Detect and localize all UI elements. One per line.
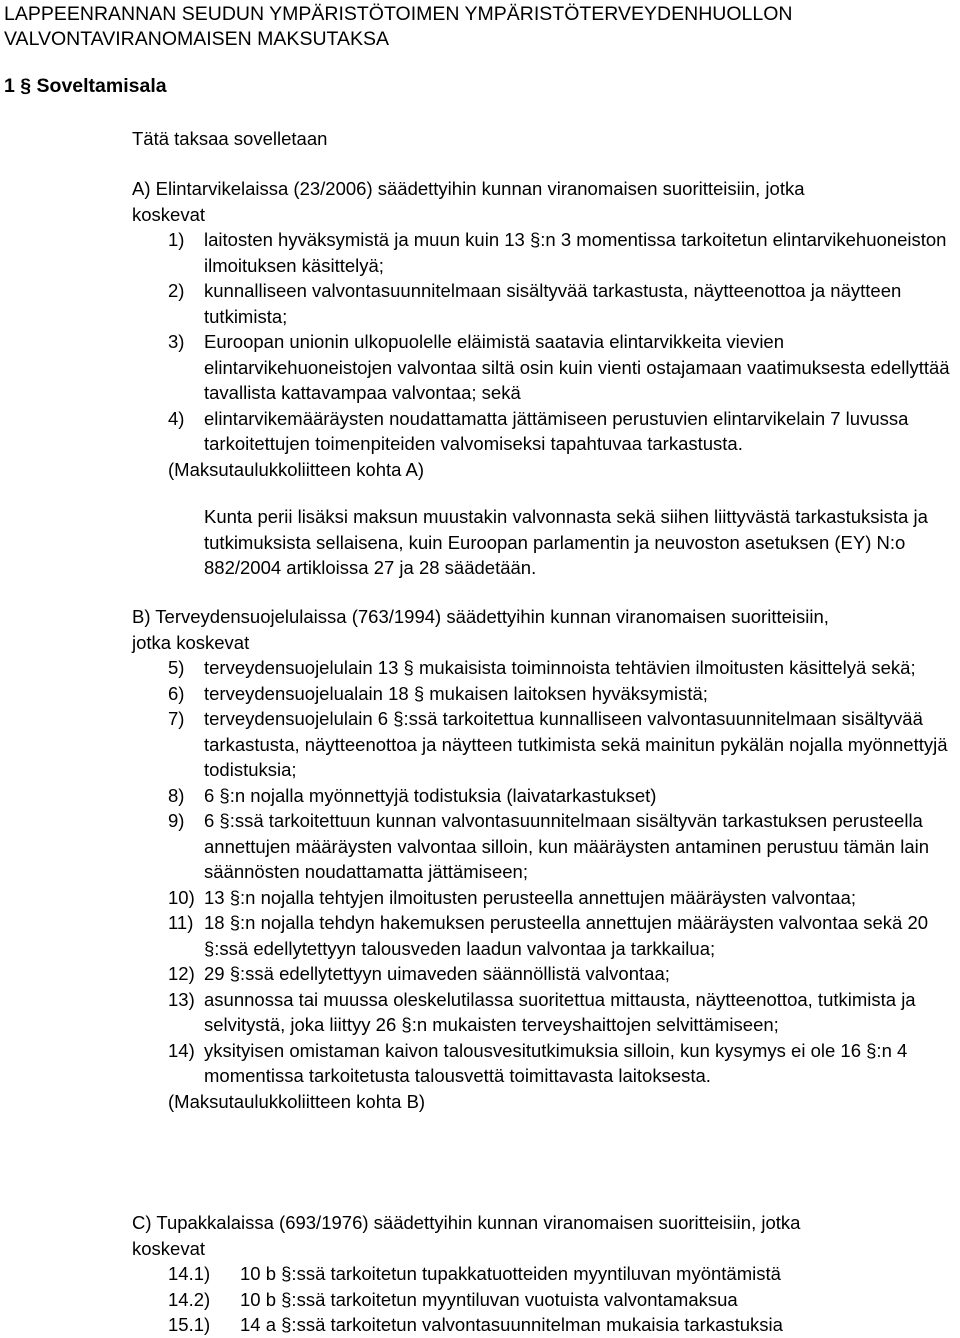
item-text: kunnalliseen valvontasuunnitelmaan sisältyvää tarkastusta, näytteenottoa ja näytteen tutkimista; [204, 280, 902, 327]
item-text: elintarvikemääräysten noudattamatta jättämiseen perustuvien elintarvikelain 7 luvussa tarkoitettujen toimenpiteiden valvomiseksi tapahtuvaa tarkastusta. [204, 407, 909, 454]
section-c-lead-1: C) Tupakkalaissa (693/1976) säädettyihin kunnan viranomaisen suoritteisiin, jotka [132, 1212, 801, 1233]
item-text: 18 §:n nojalla tehdyn hakemuksen perusteella annettujen määräysten valvontaa sekä 20 §:ssä edellytettyyn talousveden laadun valvontaa ja tarkkailua; [204, 912, 929, 959]
title-line-2: VALVONTAVIRANOMAISEN MAKSUTAKSA [4, 28, 390, 50]
list-item [0, 278, 960, 329]
list-item [0, 961, 960, 987]
section-a [132, 176, 960, 482]
item-text: 14 a §:ssä tarkoitetun valvontasuunnitelman mukaisia tarkastuksia [240, 1314, 783, 1335]
section-a-note: (Maksutaulukkoliitteen kohta A) [168, 458, 425, 480]
list-item [0, 681, 960, 707]
list-item [0, 1287, 960, 1313]
section-c [132, 1210, 960, 1338]
item-number: 2) [168, 280, 185, 301]
item-number: 8) [168, 784, 185, 806]
item-number: 7) [168, 708, 185, 729]
item-number: 14) [168, 1039, 195, 1061]
section-c-lead-2: koskevat [132, 1237, 206, 1259]
section-heading: 1 § Soveltamisala [4, 75, 167, 97]
item-text: terveydensuojelulain 6 §:ssä tarkoitettua kunnalliseen valvontasuunnitelmaan sisältyvää tarkastusta, näytteenottoa ja näytteen tutkimista sekä mainitun pykälän nojalla myönnettyjä todistuksia; [204, 708, 948, 780]
document-title [4, 2, 954, 52]
item-text: 13 §:n nojalla tehtyjen ilmoitusten perusteella annettujen määräysten valvontaa; [204, 886, 857, 908]
section-b-note: (Maksutaulukkoliitteen kohta B) [168, 1090, 426, 1112]
list-item [0, 1038, 960, 1089]
kunta-paragraph: Kunta perii lisäksi maksun muustakin valvonnasta sekä siihen liittyvästä tarkastuksista ja tutkimuksista sellaisena, kuin Euroopan parlamentin ja neuvoston asetuksen (EY) N:o 882/2004 artikloissa 27 ja 28 säädetään. [204, 506, 928, 578]
item-number: 10) [168, 886, 195, 908]
item-number: 6) [168, 682, 185, 704]
item-text: 10 b §:ssä tarkoitetun tupakkatuotteiden myyntiluvan myöntämistä [240, 1263, 781, 1284]
list-item [0, 227, 960, 278]
item-number: 5) [168, 657, 185, 678]
item-number: 14.2) [168, 1288, 211, 1310]
list-item [0, 406, 960, 457]
list-item [0, 910, 960, 961]
list-item [0, 885, 960, 911]
item-number: 3) [168, 331, 185, 352]
section-a-lead-1: A) Elintarvikelaissa (23/2006) säädettyihin kunnan viranomaisen suoritteisiin, jotka [132, 178, 805, 199]
item-text: yksityisen omistaman kaivon talousvesitutkimuksia silloin, kun kysymys ei ole 16 §:n 4 momentissa tarkoitetusta talousvettä toimittavasta laitoksesta. [204, 1039, 908, 1086]
item-text: 6 §:n nojalla myönnettyjä todistuksia (laivatarkastukset) [204, 784, 657, 806]
section-a-lead-2: koskevat [132, 203, 206, 225]
section-b-list [132, 655, 960, 1089]
list-item [0, 783, 960, 809]
section-b-lead-2: jotka koskevat [132, 631, 250, 653]
item-text: terveydensuojelulain 13 § mukaisista toiminnoista tehtävien ilmoitusten käsittelyä sekä; [204, 657, 916, 678]
item-text: terveydensuojelualain 18 § mukaisen laitoksen hyväksymistä; [204, 682, 708, 704]
list-item [0, 706, 960, 783]
item-number: 12) [168, 963, 195, 984]
item-text: 6 §:ssä tarkoitettuun kunnan valvontasuunnitelmaan sisältyvän tarkastuksen perusteella annettujen määräysten valvontaa silloin, kun määräysten antaminen perustuu tämän lain säännösten noudattamatta jättämiseen; [204, 810, 930, 882]
item-number: 11) [168, 912, 194, 933]
item-text: 10 b §:ssä tarkoitetun myyntiluvan vuotuista valvontamaksua [240, 1288, 738, 1310]
item-text: laitosten hyväksymistä ja muun kuin 13 §:n 3 momentissa tarkoitetun elintarvikehuoneiston ilmoituksen käsittelyä; [204, 229, 947, 276]
intro-text: Tätä taksaa sovelletaan [132, 128, 328, 149]
item-number: 15.1) [168, 1314, 211, 1335]
list-item [0, 808, 960, 885]
title-line-1: LAPPEENRANNAN SEUDUN YMPÄRISTÖTOIMEN YMPÄRISTÖTERVEYDENHUOLLON [4, 3, 793, 25]
item-number: 9) [168, 810, 185, 831]
item-text: asunnossa tai muussa oleskelutilassa suoritettua mittausta, näytteenottoa, tutkimista ja selvitystä, joka liittyy 26 §:n mukaisten terveyshaittojen selvittämiseen; [204, 988, 916, 1035]
item-text: Euroopan unionin ulkopuolelle eläimistä saatavia elintarvikkeita vievien elintarvikehuoneistojen valvontaa siltä osin kuin vienti ostajamaan vaatimuksesta edellyttää tavallista kattavampaa valvontaa; sekä [204, 331, 950, 403]
list-item [0, 1312, 960, 1338]
list-item [0, 655, 960, 681]
item-text: 29 §:ssä edellytettyyn uimaveden säännöllistä valvontaa; [204, 963, 670, 984]
item-number: 14.1) [168, 1263, 211, 1284]
item-number: 13) [168, 988, 195, 1010]
section-b [132, 604, 960, 1114]
item-number: 4) [168, 407, 185, 429]
list-item [0, 329, 960, 406]
section-a-list [132, 227, 960, 457]
item-number: 1) [168, 229, 185, 250]
list-item [0, 987, 960, 1038]
list-item [0, 1261, 960, 1287]
section-b-lead-1: B) Terveydensuojelulaissa (763/1994) säädettyihin kunnan viranomaisen suoritteisiin, [132, 606, 829, 627]
section-c-list [132, 1261, 960, 1338]
